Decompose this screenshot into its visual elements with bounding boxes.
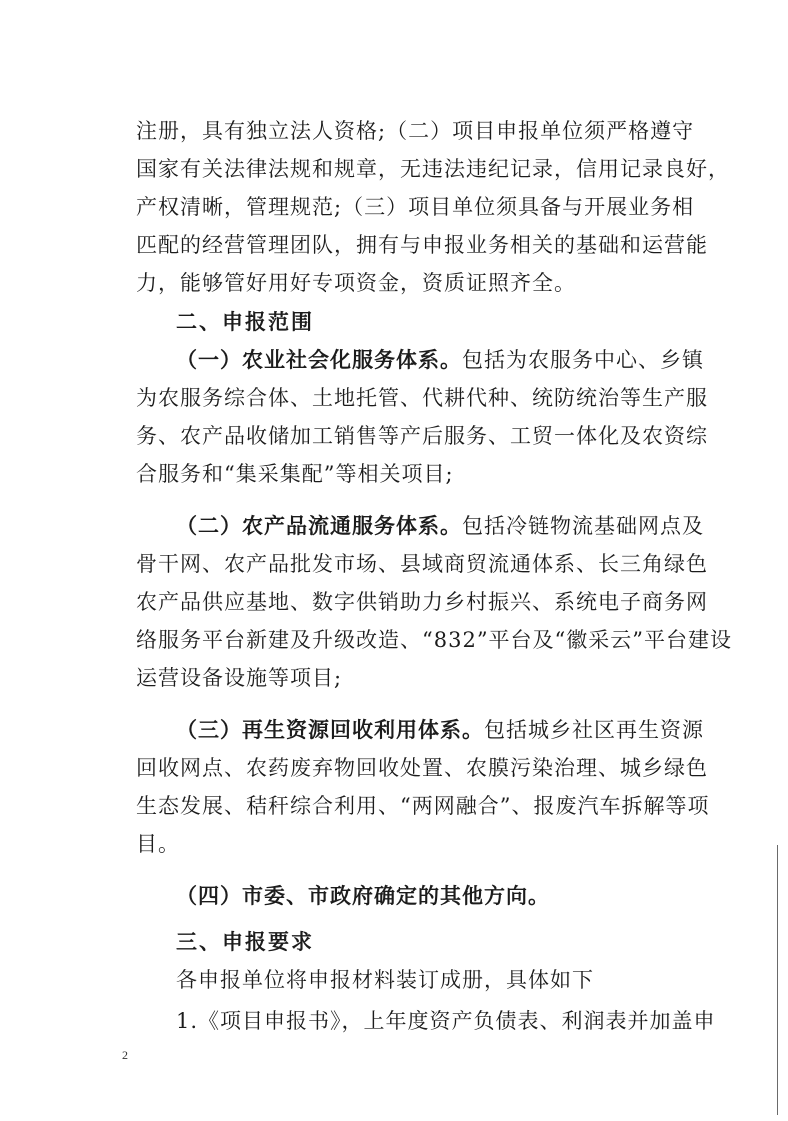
paragraph-line: 目。 [136, 832, 180, 856]
section-heading: 二、申报范围 [176, 310, 314, 334]
subsection-title: （四）市委、市政府确定的其他方向。 [176, 884, 550, 908]
subsection-title: （一）农业社会化服务体系。 [176, 348, 462, 372]
paragraph-line [176, 881, 676, 911]
paragraph-line: （三）再生资源回收利用体系。包括城乡社区再生资源 [176, 718, 704, 742]
subsection-title: （三）再生资源回收利用体系。 [176, 718, 484, 742]
scan-edge-line [777, 845, 778, 1115]
paragraph-line: 骨干网、农产品批发市场、县域商贸流通体系、长三角绿色 [136, 552, 708, 576]
paragraph-line: 络服务平台新建及升级改造、“832”平台及“徽采云”平台建设 [136, 628, 733, 652]
paragraph-line: 国家有关法律法规和规章，无违法违纪记录，信用记录良好， [136, 157, 730, 181]
section-heading: 三、申报要求 [176, 930, 314, 954]
paragraph-line: 回收网点、农药废弃物回收处置、农膜污染治理、城乡绿色 [136, 756, 708, 780]
paragraph-line: 力，能够管好用好专项资金，资质证照齐全。 [136, 271, 576, 295]
paragraph-line: 合服务和“集采集配”等相关项目; [136, 462, 454, 486]
paragraph-line: （一）农业社会化服务体系。包括为农服务中心、乡镇 [176, 348, 704, 372]
page-number: 2 [122, 1048, 128, 1062]
subsection-title: （二）农产品流通服务体系。 [176, 514, 462, 538]
paragraph-line: 产权清晰，管理规范;（三）项目单位须具备与开展业务相 [136, 195, 695, 219]
paragraph-line: （二）农产品流通服务体系。包括冷链物流基础网点及 [176, 514, 704, 538]
paragraph-line: 生态发展、秸秆综合利用、“两网融合”、报废汽车拆解等项 [136, 794, 710, 818]
paragraph-line: 运营设备设施等项目; [136, 666, 343, 690]
paragraph-line: 农产品供应基地、数字供销助力乡村振兴、系统电子商务网 [136, 590, 708, 614]
paragraph-line: 为农服务综合体、土地托管、代耕代种、统防统治等生产服 [136, 386, 708, 410]
paragraph-line: 务、农产品收储加工销售等产后服务、工贸一体化及农资综 [136, 424, 708, 448]
paragraph-line: 1.《项目申报书》，上年度资产负债表、利润表并加盖申 [176, 1009, 716, 1033]
paragraph-line: 各申报单位将申报材料装订成册，具体如下 [176, 968, 594, 992]
paragraph-line: 匹配的经营管理团队，拥有与申报业务相关的基础和运营能 [136, 233, 708, 257]
paragraph-line: 注册，具有独立法人资格;（二）项目申报单位须严格遵守 [136, 119, 695, 143]
